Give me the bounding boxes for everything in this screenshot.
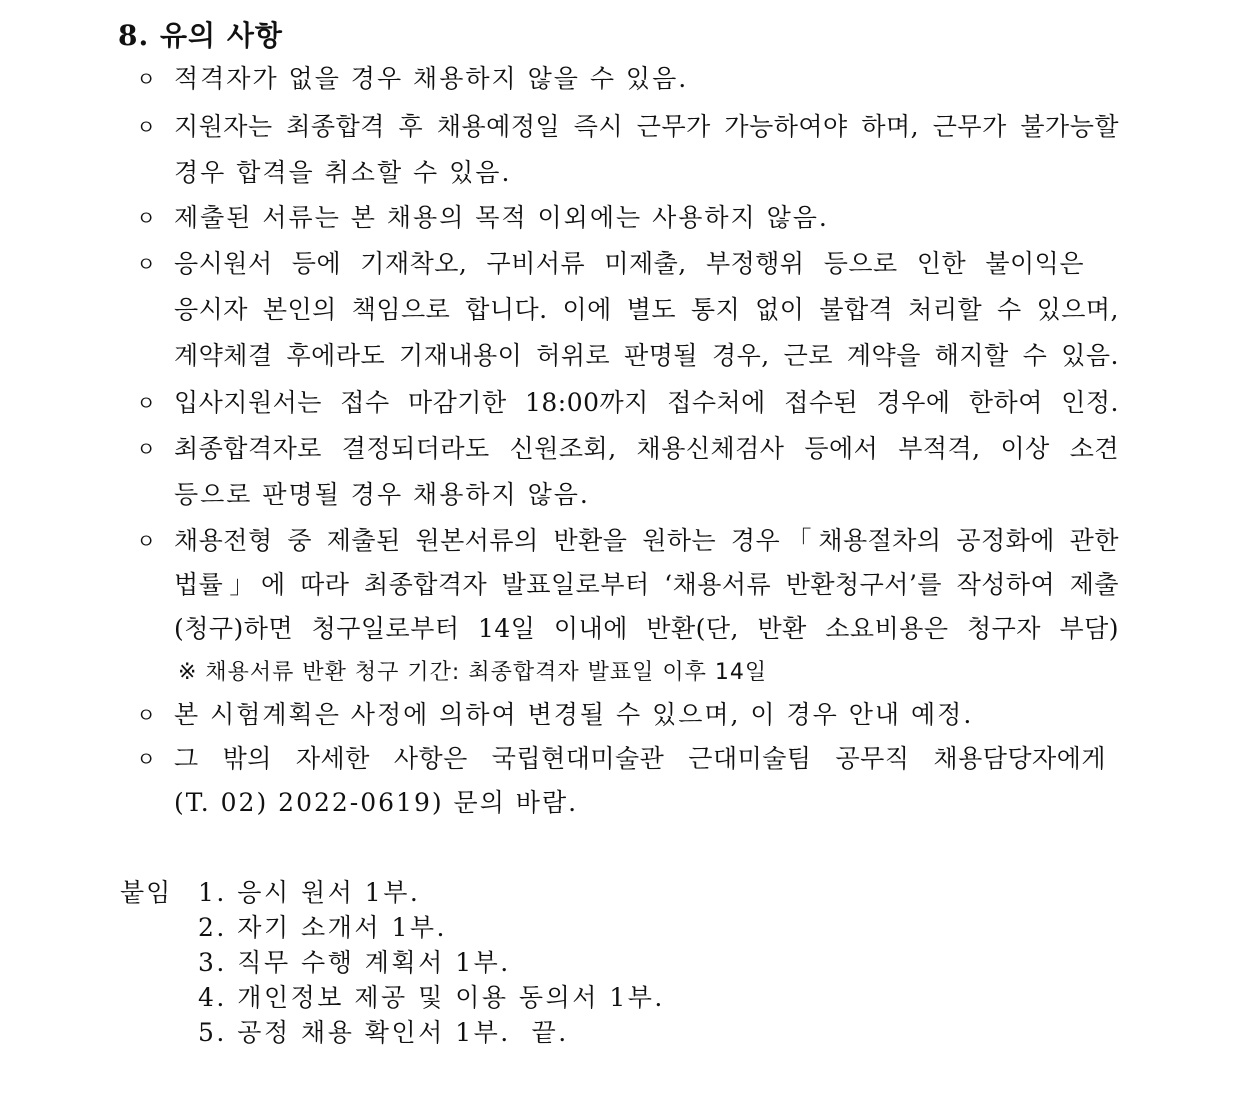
notice-line: (청구)하면 청구일로부터 14일 이내에 반환(단, 반환 소요비용은 청구자 부담) — [174, 614, 1119, 643]
notice-line: 적격자가 없을 경우 채용하지 않을 수 있음. — [174, 64, 689, 93]
notice-line: 그 밖의 자세한 사항은 국립현대미술관 근대미술팀 공무직 채용담당자에게 — [174, 744, 1106, 773]
notice-line: 최종합격자로 결정되더라도 신원조회, 채용신체검사 등에서 부적격, 이상 소견 — [174, 434, 1119, 463]
notice-line: 법률」에 따라 최종합격자 발표일로부터 ‘채용서류 반환청구서’를 작성하여 제출 — [174, 570, 1119, 599]
bullet-icon: ㅇ — [136, 252, 156, 276]
notice-line: 입사지원서는 접수 마감기한 18:00까지 접수처에 접수된 경우에 한하여 인정. — [174, 388, 1119, 417]
attachment-item: 3. 직무 수행 계획서 1부. — [198, 948, 511, 977]
attachment-item: 2. 자기 소개서 1부. — [198, 913, 447, 942]
notice-line: 응시자 본인의 책임으로 합니다. 이에 별도 통지 없이 불합격 처리할 수 있으며, — [174, 295, 1119, 324]
bullet-icon: ㅇ — [136, 437, 156, 461]
notice-line: 지원자는 최종합격 후 채용예정일 즉시 근무가 가능하여야 하며, 근무가 불가능할 — [174, 112, 1119, 141]
bullet-icon: ㅇ — [136, 747, 156, 771]
bullet-icon: ㅇ — [136, 391, 156, 415]
section-title: 8. 유의 사항 — [118, 19, 283, 52]
notice-line: 채용전형 중 제출된 원본서류의 반환을 원하는 경우「채용절차의 공정화에 관한 — [174, 526, 1119, 555]
attachment-item: 5. 공정 채용 확인서 1부. 끝. — [198, 1018, 569, 1047]
notice-line: 응시원서 등에 기재착오, 구비서류 미제출, 부정행위 등으로 인한 불이익은 — [174, 249, 1084, 278]
notice-line: 경우 합격을 취소할 수 있음. — [174, 158, 512, 187]
notice-line: 본 시험계획은 사정에 의하여 변경될 수 있으며, 이 경우 안내 예정. — [174, 700, 974, 729]
bullet-icon: ㅇ — [136, 703, 156, 727]
attachment-item: 4. 개인정보 제공 및 이용 동의서 1부. — [198, 983, 665, 1012]
reference-note: ※ 채용서류 반환 청구 기간: 최종합격자 발표일 이후 14일 — [178, 660, 768, 685]
bullet-icon: ㅇ — [136, 206, 156, 230]
notice-line: (T. 02) 2022-0619) 문의 바람. — [174, 788, 579, 817]
attachment-label: 붙임 — [120, 878, 173, 907]
bullet-icon: ㅇ — [136, 115, 156, 139]
notice-line: 제출된 서류는 본 채용의 목적 이외에는 사용하지 않음. — [174, 203, 829, 232]
notice-line: 계약체결 후에라도 기재내용이 허위로 판명될 경우, 근로 계약을 해지할 수 있음. — [174, 341, 1119, 370]
attachment-item: 1. 응시 원서 1부. — [198, 878, 421, 907]
bullet-icon: ㅇ — [136, 67, 156, 91]
bullet-icon: ㅇ — [136, 529, 156, 553]
notice-line: 등으로 판명될 경우 채용하지 않음. — [174, 480, 590, 509]
